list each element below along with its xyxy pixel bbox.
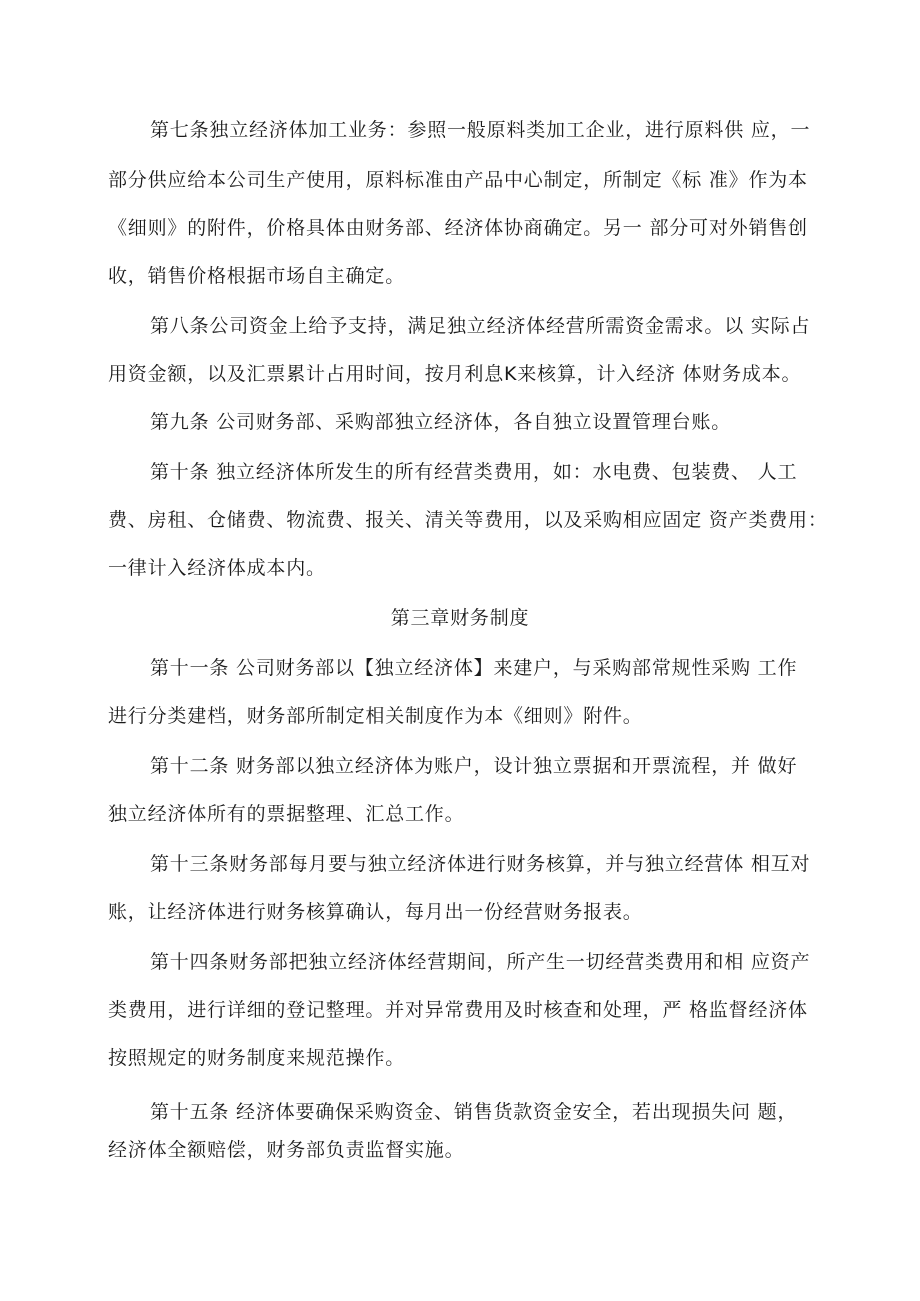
paragraph-line: 第十条 独立经济体所发生的所有经营类费用，如：水电费、包装费、 人工: [150, 461, 798, 483]
paragraph-line: 经济体全额赔偿，财务部负责监督实施。: [108, 1139, 465, 1161]
paragraph-line: 收，销售价格根据市场自主确定。: [108, 265, 406, 287]
paragraph-line: 《细则》的附件，价格具体由财务部、经济体协商确定。另一 部分可对外销售创: [108, 217, 808, 239]
paragraph-line: 进行分类建档，财务部所制定相关制度作为本《细则》附件。: [108, 705, 643, 727]
paragraph-line: 第十三条财务部每月要与独立经济体进行财务核算，并与独立经营体 相互对: [150, 853, 811, 875]
paragraph-line: 第十五条 经济体要确保采购资金、销售货款资金安全，若出现损失问 题，: [150, 1101, 798, 1123]
paragraph-line: 第十四条财务部把独立经济体经营期间，所产生一切经营类费用和相 应资产: [150, 951, 811, 973]
paragraph-line: 第八条公司资金上给予支持，满足独立经济体经营所需资金需求。以 实际占: [150, 315, 811, 337]
paragraph-line: 第九条 公司财务部、采购部独立经济体，各自独立设置管理台账。: [150, 411, 732, 433]
paragraph-line: 第七条独立经济体加工业务：参照一般原料类加工企业，进行原料供 应，一: [150, 119, 811, 141]
paragraph-line: 用资金额，以及汇票累计占用时间，按月利息K来核算，计入经济 体财务成本。: [108, 363, 802, 385]
chapter-heading: 第三章财务制度: [390, 607, 530, 629]
paragraph-line: 类费用，进行详细的登记整理。并对异常费用及时核查和处理，严 格监督经济体: [108, 999, 808, 1021]
paragraph-line: 一律计入经济体成本内。: [108, 557, 326, 579]
paragraph-line: 费、房租、仓储费、物流费、报关、清关等费用，以及采购相应固定 资产类费用：: [108, 509, 828, 531]
paragraph-line: 第十一条 公司财务部以【独立经济体】来建户，与采购部常规性采购 工作: [150, 657, 798, 679]
paragraph-line: 独立经济体所有的票据整理、汇总工作。: [108, 803, 465, 825]
paragraph-line: 第十二条 财务部以独立经济体为账户，设计独立票据和开票流程，并 做好: [150, 755, 798, 777]
paragraph-line: 部分供应给本公司生产使用，原料标准由产品中心制定，所制定《标 准》作为本: [108, 169, 808, 191]
paragraph-line: 账，让经济体进行财务核算确认，每月出一份经营财务报表。: [108, 901, 643, 923]
paragraph-line: 按照规定的财务制度来规范操作。: [108, 1047, 406, 1069]
